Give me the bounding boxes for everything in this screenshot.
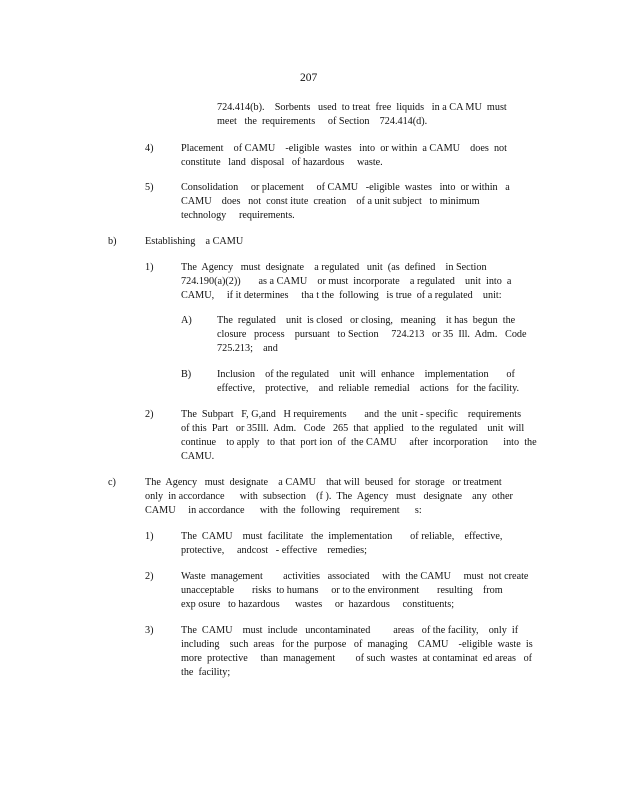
text-line: unacceptable risks to humans or to the environment resulting from [181, 585, 503, 596]
text-line: the facility; [181, 667, 231, 678]
text-line: technology requirements. [181, 210, 295, 221]
item-marker: 5) [145, 182, 154, 193]
text-line: exp osure to hazardous wastes or hazardous constituents; [181, 599, 455, 610]
item-marker: B) [181, 369, 192, 380]
text-line: only in accordance with subsection (f ). The Agency must designate any other [145, 491, 513, 502]
item-marker: A) [181, 315, 192, 326]
text-line: continue to apply to that port ion of the CAMU after incorporation into the [181, 437, 537, 448]
text-line: 724.414(b). Sorbents used to treat free liquids in a CA MU must [217, 102, 507, 113]
item-marker: 2) [145, 571, 154, 582]
text-line: 725.213; and [217, 343, 278, 354]
text-line: of this Part or 35Ill. Adm. Code 265 that applied to the regulated unit will [181, 423, 525, 434]
text-line: The Subpart F, G,and H requirements and the unit - specific requirements [181, 409, 522, 420]
text-line: Placement of CAMU -eligible wastes into or within a CAMU does not [181, 143, 507, 154]
text-line: The Agency must designate a CAMU that will beused for storage or treatment [145, 477, 502, 488]
text-line: CAMU. [181, 451, 215, 462]
text-line: closure process pursuant to Section 724.213 or 35 Ill. Adm. Code [217, 329, 527, 340]
text-line: Consolidation or placement of CAMU -eligible wastes into or within a [181, 182, 510, 193]
text-line: protective, andcost - effective remedies; [181, 545, 367, 556]
text-line: including such areas for the purpose of managing CAMU -eligible waste is [181, 639, 533, 650]
text-line: Inclusion of the regulated unit will enhance implementation of [217, 369, 515, 380]
text-line: CAMU in accordance with the following requirement s: [145, 505, 422, 516]
text-line: The regulated unit is closed or closing, meaning it has begun the [217, 315, 516, 326]
text-line: CAMU, if it determines tha t the following is true of a regulated unit: [181, 290, 502, 301]
text-line: 724.190(a)(2)) as a CAMU or must incorporate a regulated unit into a [181, 276, 512, 287]
text-line: CAMU does not const itute creation of a unit subject to minimum [181, 196, 480, 207]
text-line: Waste management activities associated with the CAMU must not create [181, 571, 529, 582]
item-marker: 4) [145, 143, 154, 154]
page-number: 207 [300, 72, 318, 84]
item-marker: b) [108, 236, 117, 247]
item-marker: 3) [145, 625, 154, 636]
text-line: The CAMU must include uncontaminated areas of the facility, only if [181, 625, 519, 636]
text-line: The CAMU must facilitate the implementation of reliable, effective, [181, 531, 503, 542]
text-line: effective, protective, and reliable remedial actions for the facility. [217, 383, 520, 394]
item-marker: 1) [145, 262, 154, 273]
text-line: meet the requirements of Section 724.414(d). [217, 116, 428, 127]
item-marker: 2) [145, 409, 154, 420]
text-line: The Agency must designate a regulated unit (as defined in Section [181, 262, 487, 273]
item-marker: c) [108, 477, 116, 488]
text-line: Establishing a CAMU [145, 236, 244, 247]
text-line: constitute land disposal of hazardous waste. [181, 157, 383, 168]
item-marker: 1) [145, 531, 154, 542]
text-line: more protective than management of such wastes at contaminat ed areas of [181, 653, 533, 664]
